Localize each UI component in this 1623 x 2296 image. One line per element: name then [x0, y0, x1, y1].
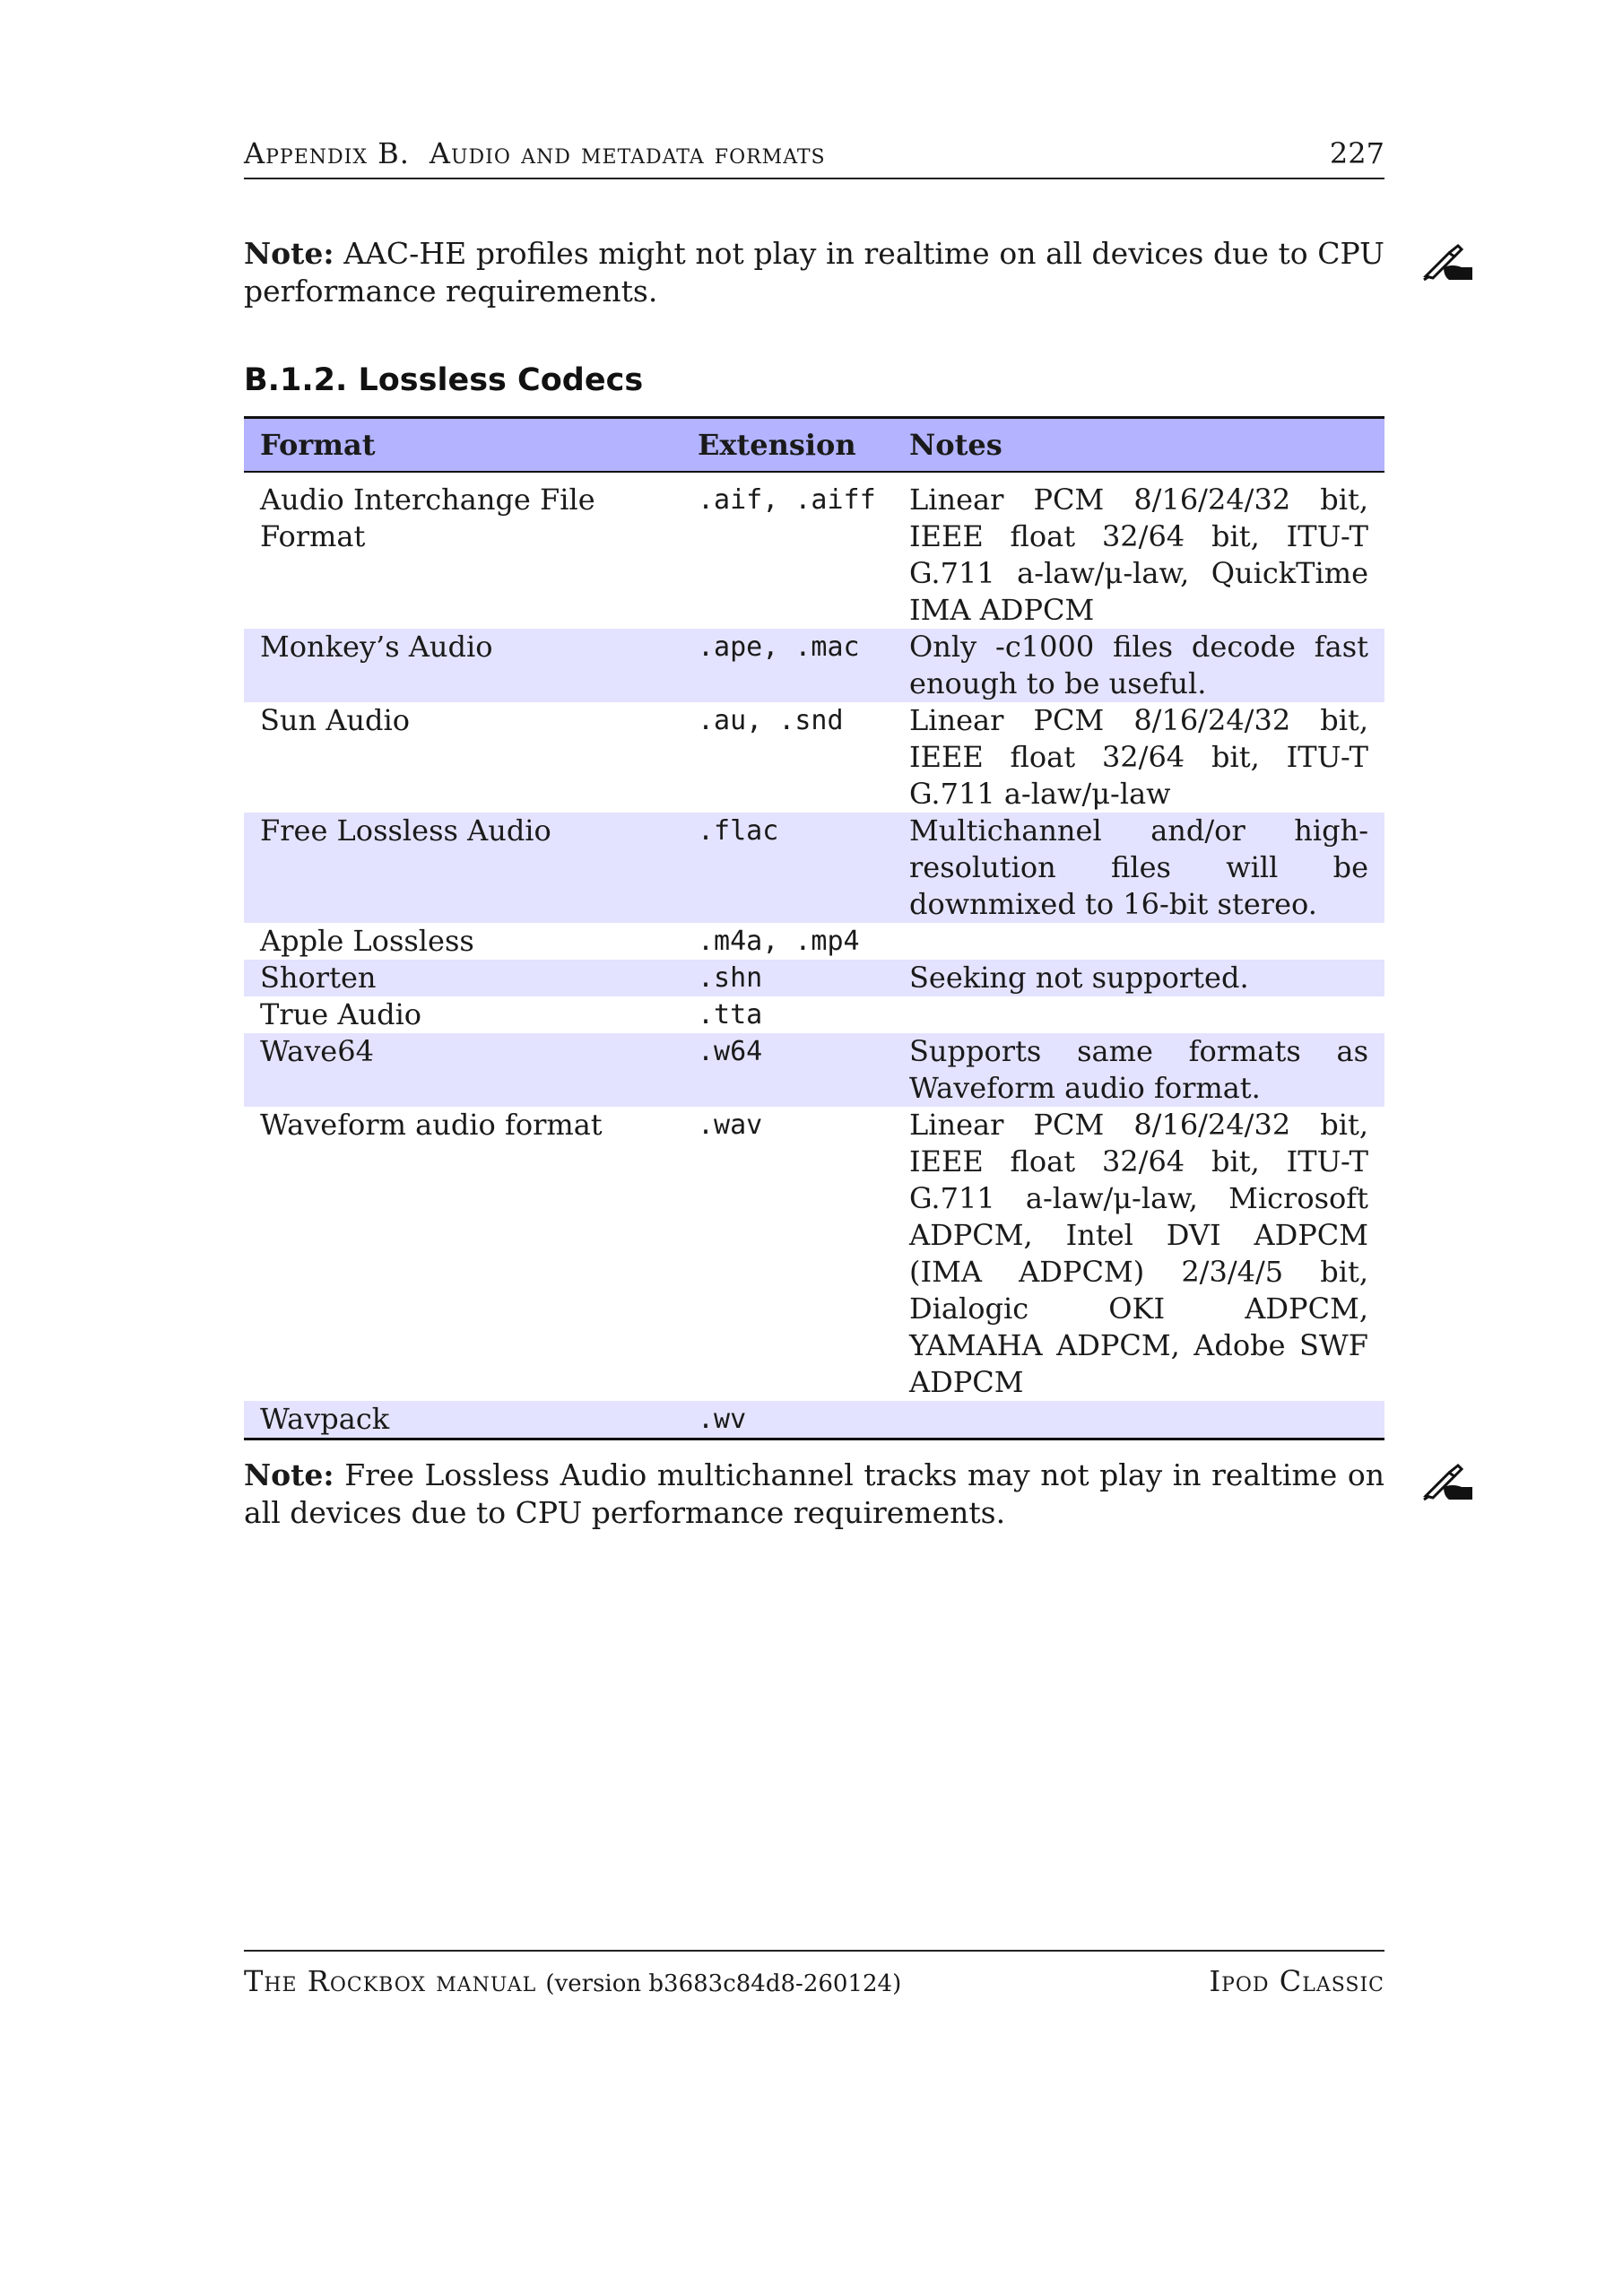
- table-row: [244, 1107, 1384, 1401]
- header-format: Format: [244, 418, 681, 473]
- extension-cell: .aif, .aiff: [698, 484, 876, 516]
- page-footer: [244, 1950, 1384, 1998]
- page-header: [244, 136, 1384, 179]
- extension-cell: .w64: [698, 1036, 763, 1067]
- extension-cell: .wav: [698, 1109, 763, 1141]
- notes-cell: [893, 923, 1384, 960]
- format-cell: Waveform audio format: [260, 1108, 603, 1142]
- extension-cell: .tta: [698, 999, 763, 1031]
- table-row: [244, 813, 1384, 923]
- format-cell: Wavpack: [260, 1402, 390, 1436]
- format-cell: Sun Audio: [260, 703, 411, 737]
- format-cell: Monkey’s Audio: [260, 630, 493, 664]
- format-cell: Shorten: [260, 961, 377, 995]
- section-title: B.1.2. Lossless Codecs: [244, 362, 644, 398]
- format-cell: Apple Lossless: [260, 924, 474, 958]
- extension-cell: .wv: [698, 1404, 747, 1435]
- table-row: [244, 702, 1384, 813]
- note-aac-he: [244, 235, 1384, 310]
- extension-cell: .m4a, .mp4: [698, 926, 860, 957]
- table-row: [244, 1033, 1384, 1107]
- writing-hand-icon: [1422, 1460, 1476, 1503]
- table-row: [244, 960, 1384, 996]
- notes-cell: Supports same formats as Waveform audio format.: [909, 1034, 1368, 1105]
- manual-version: (version b3683c84d8-260124): [545, 1970, 902, 1997]
- notes-cell: Seeking not supported.: [909, 961, 1249, 995]
- chapter-title: Audio and metadata formats: [429, 136, 826, 170]
- format-cell: Audio Interchange File Format: [260, 483, 595, 553]
- format-cell: Wave64: [260, 1034, 374, 1068]
- manual-title: The Rockbox manual: [244, 1964, 537, 1998]
- table-row: [244, 629, 1384, 702]
- notes-cell: [893, 996, 1384, 1033]
- notes-cell: Linear PCM 8/16/24/32 bit, IEEE float 32/64 bit, ITU-T G.711 a-law/μ-law, QuickTime IMA ADPCM: [909, 483, 1368, 627]
- writing-hand-icon: [1422, 240, 1476, 283]
- table-row: [244, 1401, 1384, 1439]
- note-label: Note:: [244, 236, 334, 271]
- chapter-label: Appendix B.: [244, 136, 410, 170]
- table-row: [244, 996, 1384, 1033]
- extension-cell: .shn: [698, 962, 763, 994]
- table-row: [244, 923, 1384, 960]
- extension-cell: .flac: [698, 815, 779, 847]
- notes-cell: Only -c1000 files decode fast enough to be useful.: [909, 630, 1368, 700]
- note-flac-multichannel: [244, 1457, 1384, 1532]
- notes-cell: Multichannel and/or high-resolution files will be downmixed to 16-bit stereo.: [909, 813, 1368, 921]
- extension-cell: .au, .snd: [698, 705, 844, 736]
- page-number: 227: [1329, 136, 1384, 170]
- note-label: Note:: [244, 1457, 334, 1492]
- note-text: Free Lossless Audio multichannel tracks may not play in realtime on all devices due to CPU performance requirements.: [244, 1457, 1384, 1530]
- extension-cell: .ape, .mac: [698, 631, 860, 663]
- header-extension: Extension: [681, 418, 893, 473]
- notes-cell: Linear PCM 8/16/24/32 bit, IEEE float 32/64 bit, ITU-T G.711 a-law/μ-law: [909, 703, 1368, 811]
- table-header-row: [244, 418, 1384, 473]
- notes-cell: [893, 1401, 1384, 1439]
- notes-cell: Linear PCM 8/16/24/32 bit, IEEE float 32/64 bit, ITU-T G.711 a-law/μ-law, Microsoft ADPCM, Intel DVI ADPCM (IMA ADPCM) 2/3/4/5 bit, Dialogic OKI ADPCM, YAMAHA ADPCM, Adobe SWF ADPCM: [909, 1108, 1368, 1399]
- format-cell: True Audio: [260, 997, 422, 1031]
- device-name: Ipod Classic: [1209, 1964, 1384, 1998]
- format-cell: Free Lossless Audio: [260, 813, 551, 848]
- footer-manual-info: [244, 1964, 901, 1998]
- running-title: [244, 136, 826, 170]
- table-row: [244, 472, 1384, 629]
- lossless-codecs-table: [244, 416, 1384, 1440]
- note-text: AAC-HE profiles might not play in realtime on all devices due to CPU performance requirements.: [244, 236, 1384, 309]
- header-notes: Notes: [893, 418, 1384, 473]
